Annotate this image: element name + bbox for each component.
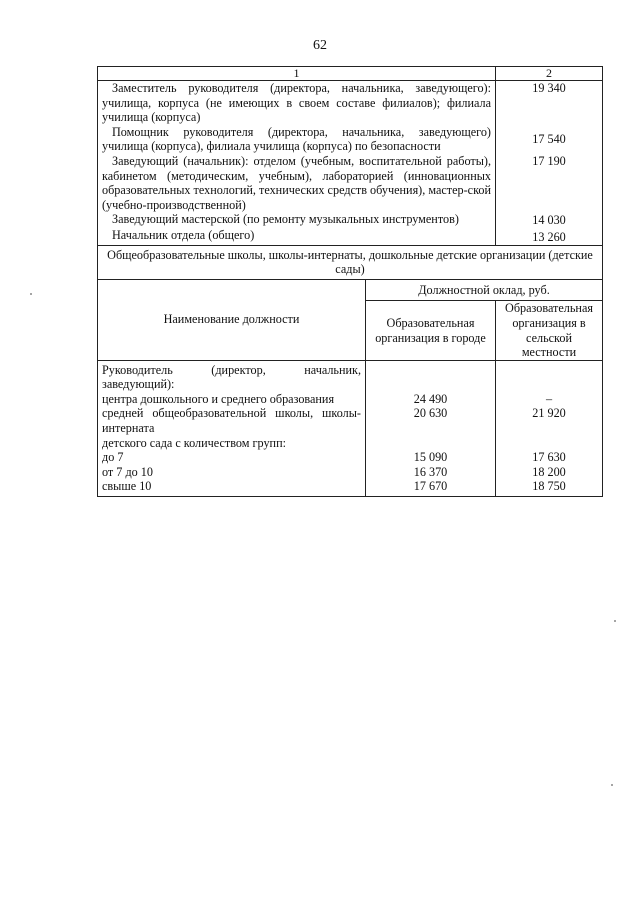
rural-column-header: Образовательная организация в сельской местности <box>496 301 603 360</box>
table-row <box>98 125 603 154</box>
position-name: Заведующий мастерской (по ремонту музыкальных инструментов) <box>112 212 459 227</box>
scan-speck <box>611 784 613 786</box>
table-row <box>98 392 603 407</box>
column-number-row <box>98 67 603 81</box>
rural-salary: 18 750 <box>496 479 603 496</box>
page-number: 62 <box>313 38 327 53</box>
position-name: Заместитель руководителя (директора, начальника, заведующего): училища, корпуса (не имеющих в своем составе филиалов); филиала училища (корпуса) <box>102 81 491 125</box>
city-column-header: Образовательная организация в городе <box>366 301 496 360</box>
table2-header-row <box>98 279 603 301</box>
column-number-2: 2 <box>496 67 603 81</box>
table-row <box>98 479 603 496</box>
rural-salary: 21 920 <box>496 406 603 435</box>
position-column-header: Наименование должности <box>98 279 366 360</box>
rural-salary: 17 630 <box>496 450 603 465</box>
rural-salary: – <box>496 392 603 407</box>
city-salary: 24 490 <box>366 392 496 407</box>
position-name: Заведующий (начальник): отделом (учебным, воспитательной работы), кабинетом (методическим, учебным), лабораторией (инновационных образовательных технологий, технических средств обучения), мастер-ской (учебно-производственной) <box>102 153 491 212</box>
table-row <box>98 465 603 480</box>
city-salary: 17 670 <box>366 479 496 496</box>
column-number-1: 1 <box>98 67 496 81</box>
position-name: детского сада с количеством групп: <box>98 436 366 451</box>
table-row <box>98 228 603 245</box>
table-row <box>98 436 603 451</box>
position-name: от 7 до 10 <box>98 465 366 480</box>
position-name: Руководитель (директор, начальник, заведующий): <box>98 360 366 392</box>
position-name: центра дошкольного и среднего образования <box>98 392 366 407</box>
position-name: свыше 10 <box>98 479 366 496</box>
salary-value: 17 540 <box>496 125 603 154</box>
table-row <box>98 154 603 212</box>
salary-value: 14 030 <box>496 212 603 228</box>
salary-value: 17 190 <box>496 154 603 212</box>
table-row <box>98 212 603 228</box>
table-row <box>98 81 603 125</box>
position-name: Начальник отдела (общего) <box>112 227 255 242</box>
salary-value: 19 340 <box>496 81 603 125</box>
position-name: Помощник руководителя (директора, начальника, заведующего) училища (корпуса), филиала училища (корпуса) по безопасности <box>102 124 491 154</box>
salary-value: 13 260 <box>496 228 603 245</box>
city-salary <box>366 436 496 451</box>
rural-salary: 18 200 <box>496 465 603 480</box>
table-row <box>98 450 603 465</box>
section-title: Общеобразовательные школы, школы-интернаты, дошкольные детские организации (детские сады) <box>98 245 603 279</box>
city-salary: 16 370 <box>366 465 496 480</box>
city-salary <box>366 360 496 392</box>
salary-group-header: Должностной оклад, руб. <box>366 279 603 301</box>
table-row <box>98 406 603 435</box>
position-name: до 7 <box>98 450 366 465</box>
section-row <box>98 245 603 279</box>
salary-table <box>97 66 603 497</box>
scan-speck <box>30 293 32 295</box>
position-name: средней общеобразовательной школы, школы-интерната <box>98 406 366 435</box>
scan-speck <box>614 620 616 622</box>
city-salary: 15 090 <box>366 450 496 465</box>
rural-salary <box>496 360 603 392</box>
city-salary: 20 630 <box>366 406 496 435</box>
table-row <box>98 360 603 392</box>
rural-salary <box>496 436 603 451</box>
